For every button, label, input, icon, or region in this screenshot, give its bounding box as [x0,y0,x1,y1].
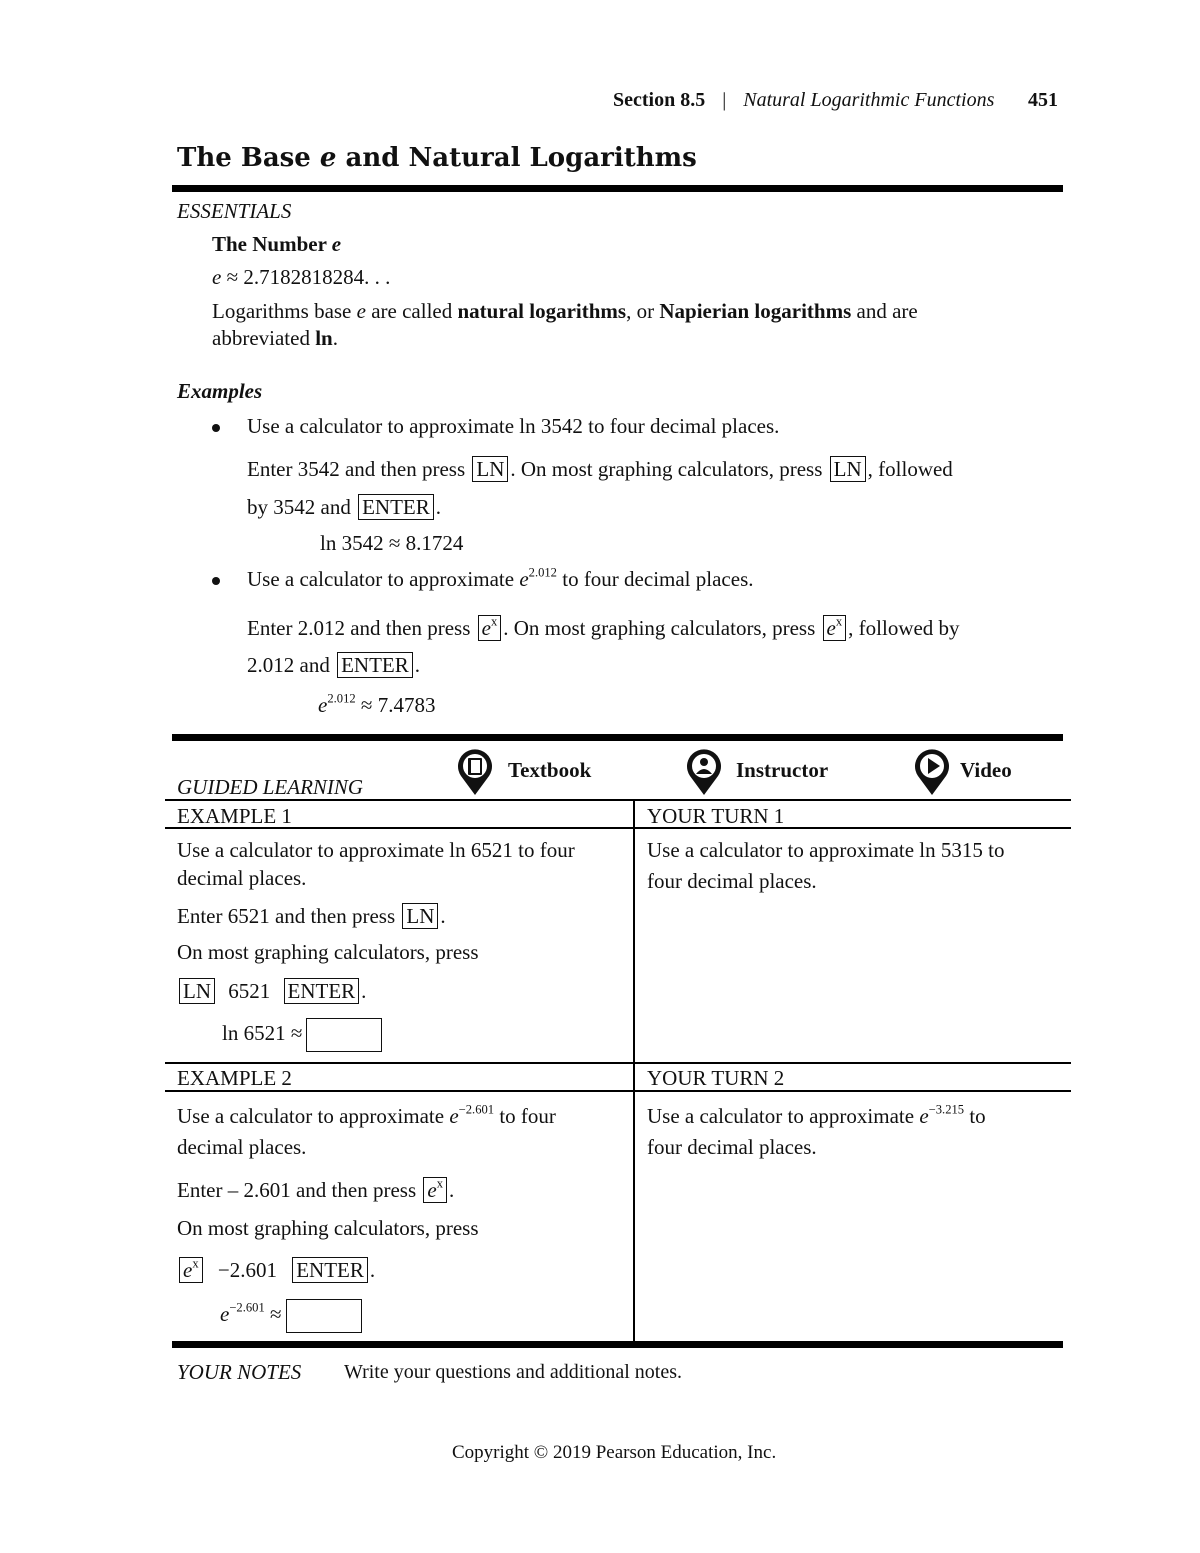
example-answer-2-line-2: 2.012 and ENTER . [247,653,420,677]
your-turn-2-header: YOUR TURN 2 [647,1066,785,1090]
example-1-question-line-2: decimal places. [177,866,307,890]
section-number: Section 8.5 [613,89,706,111]
table-header-rule-2 [165,1090,1071,1092]
guided-top-rule [172,734,1063,741]
page-number: 451 [1028,89,1058,111]
copyright: Copyright © 2019 Pearson Education, Inc. [452,1442,777,1463]
examples-label: Examples [177,379,263,403]
example-question-1: Use a calculator to approximate ln 3542 to four decimal places. [247,414,780,438]
your-turn-1-question-line-1: Use a calculator to approximate ln 5315 to [647,838,1005,862]
example-2-header: EXAMPLE 2 [177,1066,292,1090]
example-2-step-3: $e^x -2.601$ ENTER . [177,1257,375,1283]
ex-key: $e^x$ [179,1257,203,1283]
e-value: e ≈ 2.7182818284. . . [212,265,391,289]
enter-key: ENTER [284,978,360,1004]
your-turn-1-header: YOUR TURN 1 [647,804,785,828]
your-turn-2-question-line-2: four decimal places. [647,1135,817,1159]
enter-key: ENTER [292,1257,368,1283]
example-answer-2-line-1: Enter 2.012 and then press $e^x$ . On most graphing calculators, press $e^x$ , followed by [247,614,960,640]
table-header-rule-1 [165,827,1071,829]
running-header [613,89,994,112]
guided-learning-label: GUIDED LEARNING [177,775,364,799]
example-1-question-line-1: Use a calculator to approximate ln 6521 to four [177,838,575,862]
video-link[interactable]: Video [960,758,1012,782]
example-1-step-2: On most graphing calculators, press [177,940,479,964]
example-1-step-3: LN 6521 ENTER . [177,978,366,1004]
table-bottom-rule [172,1341,1063,1348]
essentials-heading: The Number e [212,232,342,256]
ln-key: LN [402,903,438,929]
example-2-result: $e^{-2.601}$ ≈ [220,1299,362,1333]
ex-key: $e^x$ [823,615,847,641]
ex-key: $e^x$ [478,615,502,641]
ln-key: LN [179,978,215,1004]
table-top-rule [165,799,1071,801]
answer-box[interactable] [286,1299,362,1333]
example-result-1: ln 3542 ≈ 8.1724 [320,531,464,555]
example-2-step-2: On most graphing calculators, press [177,1216,479,1240]
ln-key: LN [472,456,508,482]
definition-line-2: abbreviated ln. [212,326,338,350]
ln-key: LN [830,456,866,482]
table-mid-rule [165,1062,1071,1064]
your-turn-2-question-line-1: Use a calculator to approximate $e^{-3.215}$ to [647,1102,986,1128]
example-answer-1-line-1: Enter 3542 and then press LN . On most graphing calculators, press LN , followed [247,457,953,481]
ex-key: $e^x$ [423,1177,447,1203]
instructor-icon[interactable] [686,748,722,796]
answer-box[interactable] [306,1018,382,1052]
example-2-question-line-2: decimal places. [177,1135,307,1159]
enter-key: ENTER [358,494,434,520]
example-2-question-line-1: Use a calculator to approximate $e^{-2.601}$ to four [177,1102,556,1128]
bullet-icon [212,577,220,585]
example-1-step-1: Enter 6521 and then press LN . [177,904,446,928]
title-rule [172,185,1063,192]
example-question-2: Use a calculator to approximate $e^{2.012}$ to four decimal places. [247,565,754,591]
header-divider: | [722,89,727,111]
definition-line-1: Logarithms base e are called natural logarithms, or Napierian logarithms and are [212,299,918,323]
example-result-2: $e^{2.012} \approx 7.4783$ [318,691,436,717]
bullet-icon [212,424,220,432]
your-notes-text: Write your questions and additional notes. [344,1361,683,1383]
topic-title: The Base e and Natural Logarithms [177,143,697,173]
textbook-link[interactable]: Textbook [508,758,592,782]
example-1-header: EXAMPLE 1 [177,804,292,828]
example-2-step-1: Enter – 2.601 and then press $e^x$ . [177,1176,455,1202]
enter-key: ENTER [337,652,413,678]
your-turn-1-question-line-2: four decimal places. [647,869,817,893]
essentials-label: ESSENTIALS [177,199,292,223]
video-icon[interactable] [914,748,950,796]
example-1-result: ln 6521 ≈ [222,1018,382,1052]
section-title: Natural Logarithmic Functions [743,89,995,111]
example-answer-1-line-2: by 3542 and ENTER . [247,495,441,519]
instructor-link[interactable]: Instructor [736,758,829,782]
textbook-icon[interactable] [457,748,493,796]
table-column-divider [633,799,635,1342]
your-notes-label: YOUR NOTES [177,1360,302,1384]
